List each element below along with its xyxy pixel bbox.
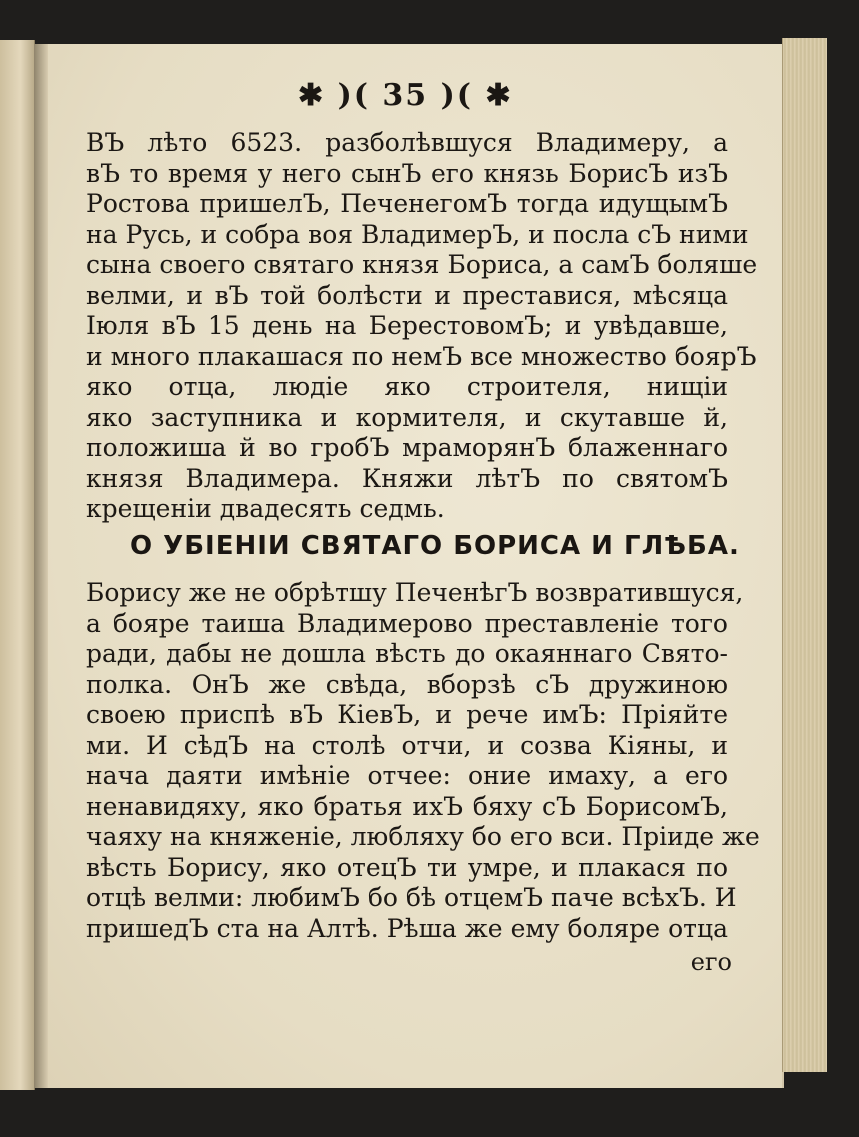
- text-line: ВЪ лѣто 6523. разболѣвшуся Владимеру, а: [86, 128, 728, 157]
- text-line: отцѣ велми: любимЪ бо бѣ отцемЪ паче всѣхЪ. И: [86, 883, 737, 912]
- text-line: чаяху на княженіе, любляху бо его вси. Пріиде же: [86, 822, 760, 851]
- text-line: яко отца, людіе яко строителя, нищіи: [86, 372, 728, 401]
- text-line: и много плакашася по немЪ все множество боярЪ: [86, 341, 757, 371]
- text-line: ради, дабы не дошла вѣсть до окаяннаго Свято-: [86, 639, 728, 668]
- text-line: сына своего святаго князя Бориса, а самЪ боляше: [86, 250, 758, 279]
- section-heading: О УБІЕНІИ СВЯТАГО БОРИСА И ГЛѢБА.: [130, 531, 740, 561]
- text-line: полка. ОнЪ же свѣда, вборзѣ сЪ дружиною: [86, 669, 728, 699]
- text-line: Борису же не обрѣтшу ПеченѣгЪ возвратившуся,: [86, 578, 744, 607]
- text-line: вѣсть Борису, яко отецЪ ти умре, и плакася по: [86, 852, 728, 882]
- facing-page-edge: [0, 40, 35, 1090]
- text-line: ми. И сѣдЪ на столѣ отчи, и созва Кіяны, и: [86, 730, 728, 760]
- text-line: ненавидяху, яко братья ихЪ бяху сЪ БорисомЪ,: [86, 791, 728, 821]
- text-line: князя Владимера. Княжи лѣтЪ по святомЪ: [86, 463, 728, 493]
- page-header-number: ✱ )( 35 )( ✱: [298, 78, 513, 113]
- book-spine-shadow: [34, 44, 48, 1088]
- text-line: Ростова пришелЪ, ПеченегомЪ тогда идущымЪ: [86, 189, 728, 218]
- text-line: нача даяти имѣніе отчее: оние имаху, а его: [86, 761, 728, 790]
- catchword: его: [690, 948, 732, 976]
- text-line: велми, и вЪ той болѣсти и преставися, мѣсяца: [86, 280, 728, 310]
- text-line: положиша й во гробЪ мраморянЪ блаженнаго: [86, 433, 728, 462]
- page-stack-edge: [782, 38, 827, 1072]
- text-line: своею приспѣ вЪ КіевЪ, и рече имЪ: Пріяйте: [86, 700, 728, 729]
- text-line: а бояре таиша Владимерово преставленіе того: [86, 608, 728, 638]
- text-line: пришедЪ ста на Алтѣ. Рѣша же ему боляре отца: [86, 913, 728, 943]
- text-line: вЪ то время у него сынЪ его князь БорисЪ изЪ: [86, 158, 728, 188]
- text-line: яко заступника и кормителя, и скутавше й,: [86, 402, 728, 432]
- text-line: на Русь, и собра воя ВладимерЪ, и посла сЪ ними: [86, 219, 749, 249]
- text-line: крещеніи двадесять седмь.: [86, 494, 445, 523]
- text-line: Іюля вЪ 15 день на БерестовомЪ; и увѣдавше,: [86, 311, 728, 340]
